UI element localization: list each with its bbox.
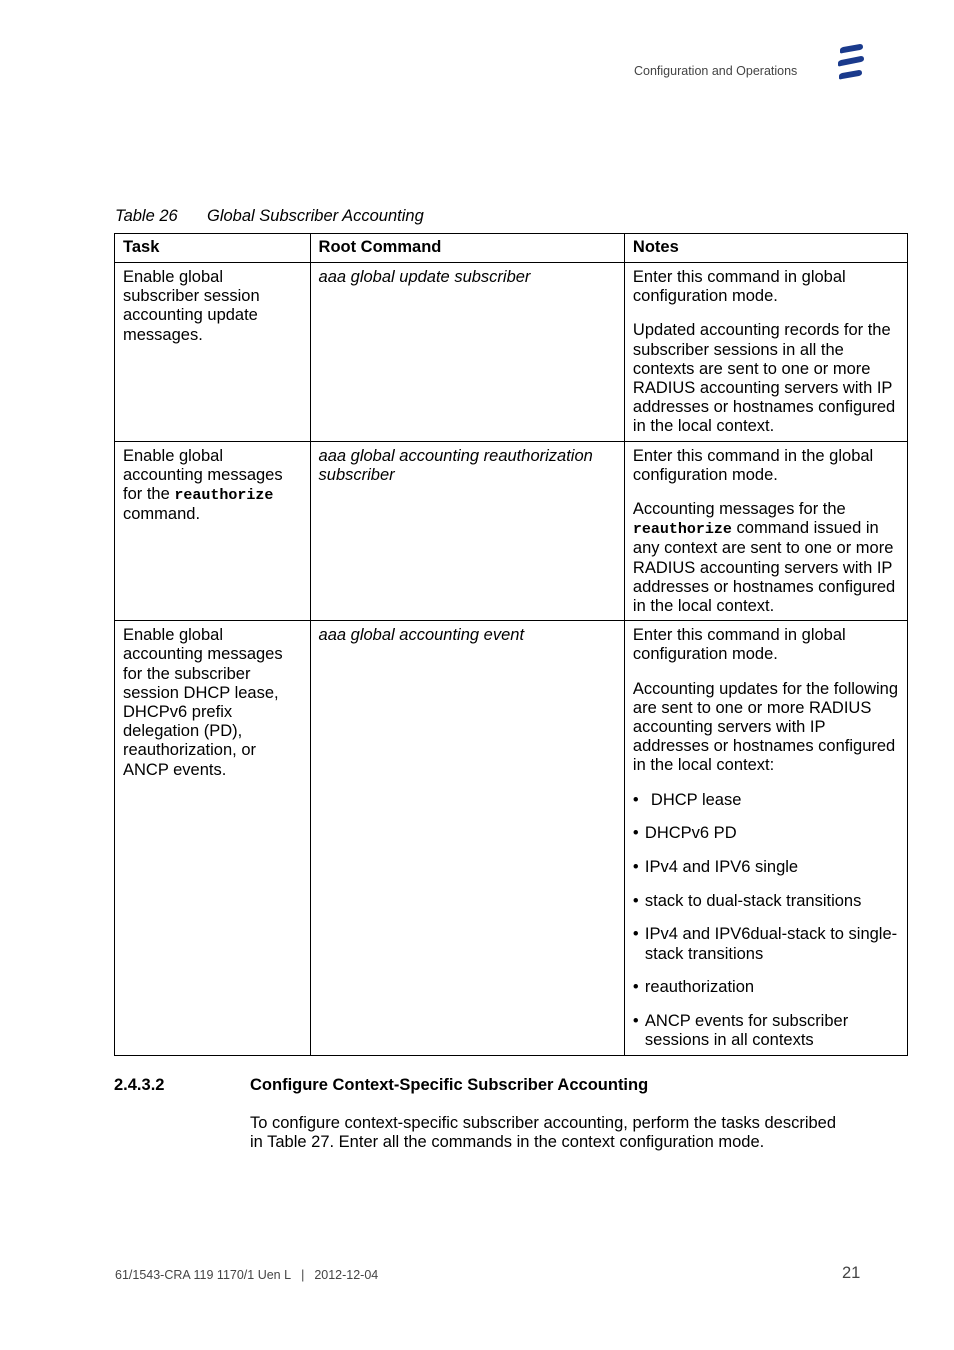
- footer-doc-info: [115, 1268, 378, 1282]
- reauthorize-code: reauthorize: [174, 487, 274, 505]
- bullet-icon: •: [632, 858, 639, 877]
- command-cell: aaa global update subscriber: [310, 263, 624, 442]
- list-item: • stack to dual-stack transitions: [632, 891, 862, 910]
- global-subscriber-accounting-table: [114, 233, 908, 1056]
- notes-cell: [624, 441, 907, 621]
- table-caption: [115, 207, 424, 226]
- note-paragraph: Updated accounting records for the subscriber sessions in all the contexts are sent to one or more RADIUS accounting servers with IP addresses or hostnames configured in the local context.: [632, 321, 896, 436]
- table-row: [115, 441, 908, 621]
- table-header-row: [115, 234, 908, 263]
- column-header-notes: Notes: [624, 234, 907, 263]
- page-number: 21: [842, 1264, 861, 1282]
- list-item: • ANCP events for subscriber sessions in all contexts: [632, 1012, 849, 1050]
- command-cell: aaa global accounting reauthorization subscriber: [310, 441, 624, 621]
- note-paragraph: [633, 500, 899, 616]
- bullet-icon: •: [632, 891, 639, 910]
- table-caption-number: Table 26: [115, 207, 178, 225]
- note-paragraph: Accounting updates for the following are sent to one or more RADIUS accounting servers with IP addresses or hostnames configured in the local context:: [632, 679, 899, 775]
- command-cell: aaa global accounting event: [310, 621, 624, 1055]
- list-item: • DHCPv6 PD: [632, 824, 737, 843]
- notes-cell: [624, 263, 907, 442]
- list-item: • DHCP lease: [632, 790, 742, 809]
- table-row: [115, 263, 908, 442]
- document-date: 2012-12-04: [314, 1268, 379, 1282]
- list-item: • reauthorization: [632, 978, 755, 997]
- list-item: • IPv4 and IPV6 single: [632, 858, 799, 877]
- bullet-icon: •: [632, 978, 639, 997]
- bullet-icon: •: [632, 925, 639, 944]
- document-id: 61/1543-CRA 119 1170/1 Uen L: [115, 1268, 292, 1282]
- note-paragraph: Enter this command in global configuration mode.: [632, 626, 846, 664]
- task-text: Enable global accounting messages for the: [123, 446, 283, 504]
- task-cell: [115, 441, 311, 621]
- task-cell: Enable global accounting messages for the subscriber session DHCP lease, DHCPv6 prefix delegation (PD), reauthorization, or ANCP events.: [115, 621, 311, 1055]
- table-row: [115, 621, 908, 1055]
- task-text: command.: [123, 505, 201, 524]
- ericsson-logo-icon: [836, 44, 866, 80]
- bullet-icon: •: [632, 824, 639, 843]
- column-header-root-command: Root Command: [310, 234, 624, 263]
- bullet-icon: •: [632, 1012, 639, 1031]
- note-text: command issued in any context are sent to one or more RADIUS accounting servers with IP addresses or hostnames configured in the local context.: [632, 519, 896, 616]
- task-cell: Enable global subscriber session accounting update messages.: [115, 263, 311, 442]
- note-paragraph: Enter this command in global configuration mode.: [632, 268, 846, 306]
- notes-cell: [624, 621, 907, 1055]
- bullet-icon: •: [632, 790, 639, 809]
- section-heading: Configure Context-Specific Subscriber Accounting: [250, 1076, 649, 1094]
- note-text: Accounting messages for the: [632, 500, 846, 519]
- reauthorize-code: reauthorize: [632, 521, 732, 539]
- table-caption-title: Global Subscriber Accounting: [207, 207, 424, 225]
- column-header-task: Task: [115, 234, 311, 263]
- event-bullet-list: [633, 791, 899, 1051]
- running-header: Configuration and Operations: [634, 64, 798, 78]
- body-paragraph: To configure context-specific subscriber accounting, perform the tasks described in Table 27. Enter all the commands in the context configuration mode.: [250, 1114, 837, 1152]
- section-number: 2.4.3.2: [114, 1076, 165, 1094]
- list-item: • IPv4 and IPV6dual-stack to single-stack transitions: [632, 925, 898, 963]
- footer-separator: |: [301, 1268, 305, 1282]
- note-paragraph: Enter this command in the global configuration mode.: [632, 446, 874, 484]
